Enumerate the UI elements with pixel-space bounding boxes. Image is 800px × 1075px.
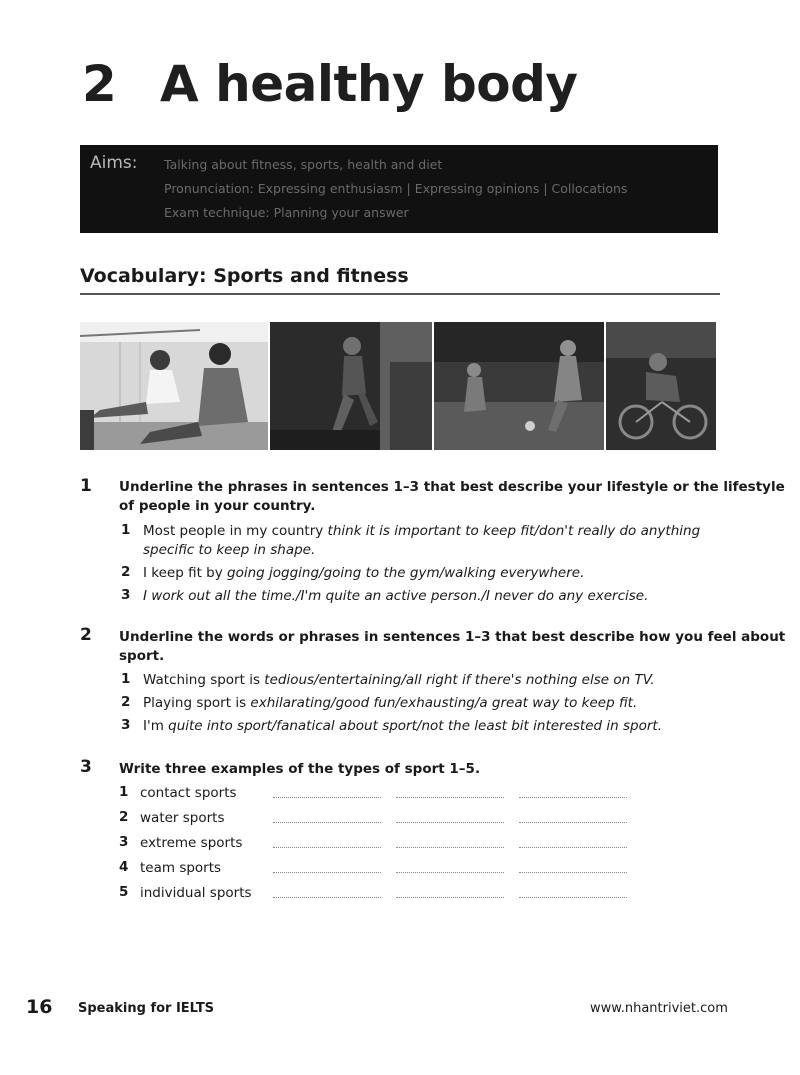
exercise-3-item-3-blank-1[interactable] (273, 847, 381, 848)
page-number: 16 (26, 996, 53, 1018)
exercise-1-instruction-line-2: of people in your country. (119, 498, 316, 514)
exercise-3-item-4-blank-2[interactable] (396, 872, 504, 873)
exercise-3-item-1-label: contact sports (140, 785, 237, 801)
exercise-1-instruction-line-1: Underline the phrases in sentences 1–3 that best describe your lifestyle or the lifestyle (119, 479, 785, 495)
exercise-3-item-3-label: extreme sports (140, 835, 243, 851)
exercise-1-item-2-options: going jogging/going to the gym/walking everywhere. (227, 565, 585, 581)
exercise-3-item-1-blank-1[interactable] (273, 797, 381, 798)
exercise-1-item-1 (143, 522, 700, 541)
exercise-3-item-4-blank-3[interactable] (519, 872, 627, 873)
section-heading: Vocabulary: Sports and fitness (80, 265, 409, 287)
exercise-2-item-3-text: I'm (143, 718, 169, 734)
exercise-2-number: 2 (80, 625, 92, 645)
exercise-2-item-1-text: Watching sport is (143, 672, 265, 688)
exercise-3-item-5-blank-3[interactable] (519, 897, 627, 898)
exercise-2-item-1-options: tedious/entertaining/all right if there's nothing else on TV. (264, 672, 655, 688)
exercise-3-item-4-number: 4 (119, 859, 129, 875)
exercise-3-item-2-label: water sports (140, 810, 225, 826)
exercise-3-instruction: Write three examples of the types of sport 1–5. (119, 761, 481, 777)
exercise-2-item-3-number: 3 (121, 717, 131, 733)
exercise-2-item-1-number: 1 (121, 671, 131, 687)
exercise-3-item-2-blank-2[interactable] (396, 822, 504, 823)
exercise-3-item-3-blank-2[interactable] (396, 847, 504, 848)
exercise-3-item-4-label: team sports (140, 860, 222, 876)
exercise-1-item-2-number: 2 (121, 564, 131, 580)
book-title: Speaking for IELTS (78, 1001, 215, 1016)
section-divider (80, 293, 720, 295)
exercise-1-item-2 (143, 564, 584, 583)
exercise-2-item-3-options: quite into sport/fanatical about sport/not the least bit interested in sport. (168, 718, 662, 734)
exercise-2-instruction-line-2: sport. (119, 648, 165, 664)
exercise-3-item-2-blank-3[interactable] (519, 822, 627, 823)
photo-running (270, 322, 432, 450)
website-link[interactable]: www.nhantriviet.com (590, 1001, 728, 1016)
exercise-3-item-1-blank-3[interactable] (519, 797, 627, 798)
exercise-1-item-3-number: 3 (121, 587, 131, 603)
aims-line-topics: Talking about fitness, sports, health and diet (164, 157, 443, 172)
exercise-3-item-2-number: 2 (119, 809, 129, 825)
exercise-1-item-3 (143, 587, 648, 606)
exercise-2-item-2-options: exhilarating/good fun/exhausting/a great way to keep fit. (250, 695, 638, 711)
exercise-2-item-3 (143, 717, 662, 736)
unit-title: A healthy body (160, 55, 578, 113)
aims-label: Aims: (90, 153, 138, 173)
exercise-1-item-1-options: think it is important to keep fit/don't really do anything (327, 523, 701, 539)
exercise-2-item-2-number: 2 (121, 694, 131, 710)
exercise-3-item-1-number: 1 (119, 784, 129, 800)
exercise-1-number: 1 (80, 476, 92, 496)
exercise-3-item-2-blank-1[interactable] (273, 822, 381, 823)
exercise-1-item-1-options-continued: specific to keep in shape. (143, 542, 316, 558)
exercise-3-item-5-number: 5 (119, 884, 129, 900)
unit-number: 2 (82, 55, 117, 113)
exercise-1-item-1-continued (143, 541, 315, 560)
aims-line-exam-technique: Exam technique: Planning your answer (164, 205, 409, 220)
exercise-1-item-1-text: Most people in my country (143, 523, 328, 539)
photo-stretching (80, 322, 268, 450)
exercise-2-instruction-line-1: Underline the words or phrases in sentences 1–3 that best describe how you feel about (119, 629, 786, 645)
exercise-3-item-5-label: individual sports (140, 885, 252, 901)
exercise-1-item-1-number: 1 (121, 522, 131, 538)
exercise-3-item-5-blank-2[interactable] (396, 897, 504, 898)
exercise-3-item-4-blank-1[interactable] (273, 872, 381, 873)
exercise-2-item-1 (143, 671, 655, 690)
aims-box (80, 145, 718, 233)
photo-cycling (606, 322, 716, 450)
photo-football (434, 322, 604, 450)
aims-line-pronunciation: Pronunciation: Expressing enthusiasm | Expressing opinions | Collocations (164, 181, 628, 196)
exercise-3-item-1-blank-2[interactable] (396, 797, 504, 798)
exercise-3-number: 3 (80, 757, 92, 777)
exercise-3-item-5-blank-1[interactable] (273, 897, 381, 898)
exercise-2-item-2-text: Playing sport is (143, 695, 251, 711)
exercise-2-item-2 (143, 694, 637, 713)
exercise-1-item-3-options: I work out all the time./I'm quite an active person./I never do any exercise. (143, 588, 649, 604)
exercise-3-item-3-blank-3[interactable] (519, 847, 627, 848)
exercise-3-item-3-number: 3 (119, 834, 129, 850)
exercise-1-item-2-text: I keep fit by (143, 565, 228, 581)
